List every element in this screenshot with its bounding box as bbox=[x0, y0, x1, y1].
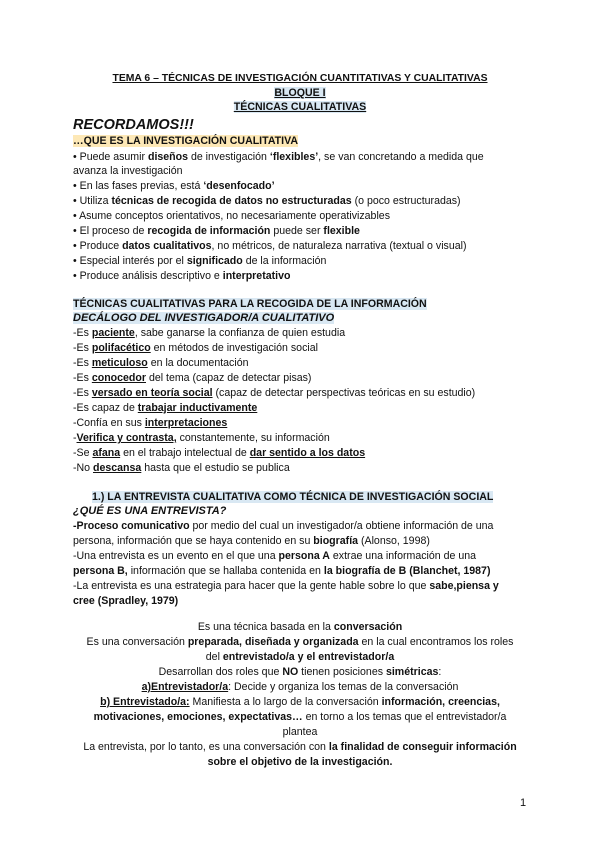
decalogo-item-8: -Verifica y contrasta, constantemente, su información bbox=[73, 432, 330, 444]
center-line-9: La entrevista, por lo tanto, es una conversación con la finalidad de conseguir información bbox=[83, 741, 517, 753]
center-line-8: plantea bbox=[282, 726, 318, 738]
tecnicas-heading: TÉCNICAS CUALITATIVAS PARA LA RECOGIDA DE LA INFORMACIÓN bbox=[73, 298, 427, 310]
bullet-4: • Asume conceptos orientativos, no necesariamente operativizables bbox=[73, 210, 390, 222]
section-1-heading: 1.) LA ENTREVISTA CUALITATIVA COMO TÉCNICA DE INVESTIGACIÓN SOCIAL bbox=[92, 491, 494, 503]
center-line-3: del entrevistado/a y el entrevistador/a bbox=[205, 651, 395, 663]
subtitle: TÉCNICAS CUALITATIVAS bbox=[233, 101, 367, 113]
bullet-3: • Utiliza técnicas de recogida de datos no estructuradas (o poco estructuradas) bbox=[73, 195, 461, 207]
que-es-heading: …QUE ES LA INVESTIGACIÓN CUALITATIVA bbox=[73, 135, 299, 147]
decalogo-item-6: -Es capaz de trabajar inductivamente bbox=[73, 402, 258, 414]
decalogo-item-10: -No descansa hasta que el estudio se publica bbox=[73, 462, 290, 474]
decalogo-item-2: -Es polifacético en métodos de investigación social bbox=[73, 342, 318, 354]
decalogo-item-5: -Es versado en teoría social (capaz de detectar perspectivas teóricas en su estudio) bbox=[73, 387, 476, 399]
def-2-line-2: persona B, información que se hallaba contenida en la biografía de B (Blanchet, 1987) bbox=[73, 565, 491, 577]
bullet-6: • Produce datos cualitativos, no métricos, de naturaleza narrativa (textual o visual) bbox=[73, 240, 467, 252]
bullet-7: • Especial interés por el significado de la información bbox=[73, 255, 327, 267]
section-1-question: ¿QUÉ ES UNA ENTREVISTA? bbox=[73, 505, 227, 517]
center-line-7: motivaciones, emociones, expectativas… en torno a los temas que el entrevistador/a bbox=[93, 711, 507, 723]
bullet-8: • Produce análisis descriptivo e interpretativo bbox=[73, 270, 291, 282]
center-line-6: b) Entrevistado/a: Manifiesta a lo largo de la conversación información, creencias, bbox=[100, 696, 500, 708]
center-line-2: Es una conversación preparada, diseñada y organizada en la cual encontramos los roles bbox=[86, 636, 514, 648]
center-line-1: Es una técnica basada en la conversación bbox=[197, 621, 403, 633]
document-title: TEMA 6 – TÉCNICAS DE INVESTIGACIÓN CUANTITATIVAS Y CUALITATIVAS bbox=[112, 73, 488, 84]
bullet-2: • En las fases previas, está ‘desenfocado’ bbox=[73, 180, 275, 192]
block-label: BLOQUE I bbox=[274, 87, 326, 99]
recordamos-heading: RECORDAMOS!!! bbox=[73, 117, 194, 133]
bullet-1-cont: avanza la investigación bbox=[73, 165, 183, 177]
bullet-1: • Puede asumir diseños de investigación ‘flexibles’, se van concretando a medida que bbox=[73, 151, 484, 163]
center-line-5: a)Entrevistador/a: Decide y organiza los temas de la conversación bbox=[141, 681, 459, 693]
def-3-line-2: cree (Spradley, 1979) bbox=[73, 595, 179, 607]
def-3-line-1: -La entrevista es una estrategia para hacer que la gente hable sobre lo que sabe,piensa y bbox=[73, 580, 499, 592]
center-line-10: sobre el objetivo de la investigación. bbox=[207, 756, 393, 768]
decalogo-heading: DECÁLOGO DEL INVESTIGADOR/A CUALITATIVO bbox=[73, 312, 335, 324]
decalogo-item-1: -Es paciente, sabe ganarse la confianza de quien estudia bbox=[73, 327, 346, 339]
decalogo-item-7: -Confía en sus interpretaciones bbox=[73, 417, 228, 429]
def-2-line-1: -Una entrevista es un evento en el que una persona A extrae una información de una bbox=[73, 550, 477, 562]
center-line-4: Desarrollan dos roles que NO tienen posiciones simétricas: bbox=[158, 666, 442, 678]
page-number: 1 bbox=[520, 797, 527, 809]
bullet-5: • El proceso de recogida de información puede ser flexible bbox=[73, 225, 360, 237]
def-1-line-2: persona, información que se haya contenido en su biografía (Alonso, 1998) bbox=[73, 535, 430, 547]
decalogo-item-3: -Es meticuloso en la documentación bbox=[73, 357, 249, 369]
decalogo-item-4: -Es conocedor del tema (capaz de detectar pisas) bbox=[73, 372, 312, 384]
def-1-line-1: -Proceso comunicativo por medio del cual un investigador/a obtiene información de una bbox=[73, 520, 494, 532]
decalogo-item-9: -Se afana en el trabajo intelectual de dar sentido a los datos bbox=[73, 447, 366, 459]
